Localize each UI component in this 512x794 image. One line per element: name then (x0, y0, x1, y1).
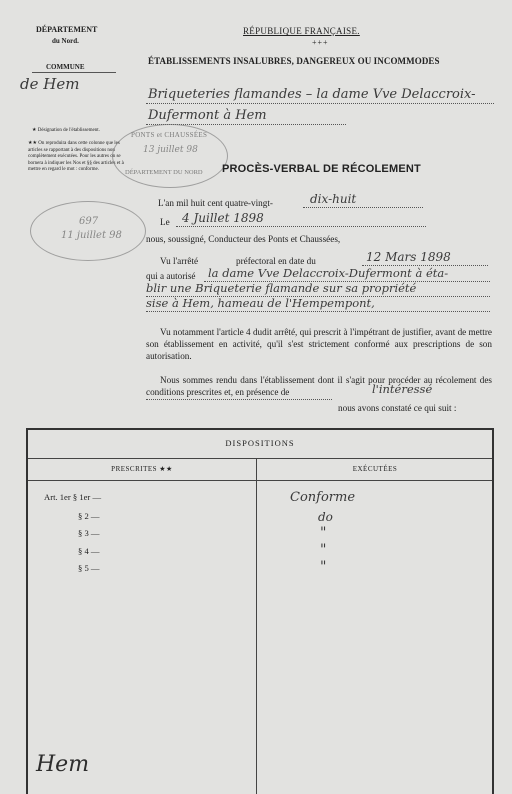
col-prescrites: PRESCRITES ★★ (111, 465, 173, 473)
paragraph-article-4: Vu notamment l'article 4 dudit arrêté, qui prescrit à l'impétrant de justifier, avant de mettre son établissement en activité, qu'il s'est strictement conformé aux prescriptions de son autorisation. (146, 327, 493, 361)
header-ornament: +++ (312, 38, 329, 47)
table-row-label: § 2 — (78, 511, 100, 521)
autorise-fill-3: sise à Hem, hameau de l'Hempempont, (146, 296, 375, 310)
republique-heading: RÉPUBLIQUE FRANÇAISE. (243, 26, 360, 36)
table-row-value: Conforme (290, 490, 356, 505)
departement-label: DÉPARTEMENT (36, 25, 98, 34)
table-row-value: " (320, 559, 327, 575)
table-row-value: " (320, 542, 327, 558)
margin-note-1: ★ Désignation de l'établissement. (32, 128, 100, 133)
autorise-fill-1: la dame Vve Delaccroix-Dufermont à éta- (208, 266, 449, 280)
soussigne-line: nous, soussigné, Conducteur des Ponts et Chaussées, (146, 234, 341, 244)
arrete-prefix: Vu l'arrêté (160, 256, 199, 266)
document-title: PROCÈS-VERBAL DE RÉCOLEMENT (222, 163, 421, 175)
year-line-prefix: L'an mil huit cent quatre-vingt- (158, 198, 273, 208)
date-prefix: Le (160, 217, 170, 227)
margin-note-2: ★★ On reproduira dans cette colonne que les articles se rapportant à des dispositions non complètement exécutées. Pour les autres on se bornera à indiquer les Nos et §§ des articles et à mettre en regard le mot : conforme. (28, 141, 124, 173)
etablissements-heading: ÉTABLISSEMENTS INSALUBRES, DANGEREUX OU INCOMMODES (148, 56, 440, 66)
table-row-label: § 3 — (78, 528, 100, 538)
year-fill: dix-huit (310, 192, 357, 206)
table-row-value: do (318, 510, 333, 524)
etablissement-name: Briqueteries flamandes – la dame Vve Delaccroix-Dufermont à Hem (148, 87, 476, 123)
table-row-value: " (320, 525, 327, 541)
table-row-label: § 5 — (78, 563, 100, 573)
table-row-label: § 4 — (78, 546, 100, 556)
arrete-mid: préfectoral en date du (236, 256, 316, 266)
presence-fill: l'intéressé (372, 382, 433, 396)
signature: Hem (36, 752, 90, 777)
col-executees: EXÉCUTÉES (352, 465, 398, 473)
autorise-prefix: qui a autorisé (146, 271, 196, 281)
ponts-chaussees-stamp: PONTS et CHAUSSÉES 13 juillet 98 DÉPARTEMENT DU NORD (112, 124, 228, 188)
autorise-fill-2: blir une Briqueterie flamande sur sa propriété (146, 281, 417, 295)
arrete-date-fill: 12 Mars 1898 (366, 250, 451, 264)
departement-name: du Nord. (52, 37, 79, 45)
dispositions-table (26, 428, 494, 794)
date-fill: 4 Juillet 1898 (182, 211, 264, 225)
paragraph-recolement: Nous sommes rendu dans l'établissement dont il s'agit pour procéder au récolement des conditions prescrites et, en présence de (146, 375, 492, 397)
table-heading: DISPOSITIONS (225, 438, 295, 448)
commune-value: de Hem (20, 75, 80, 93)
commune-label: COMMUNE (46, 63, 85, 71)
registration-stamp: 697 11 juillet 98 (30, 201, 146, 261)
constate-line: nous avons constaté ce qui suit : (338, 403, 457, 413)
table-row-label: Art. 1er § 1er — (44, 492, 102, 502)
